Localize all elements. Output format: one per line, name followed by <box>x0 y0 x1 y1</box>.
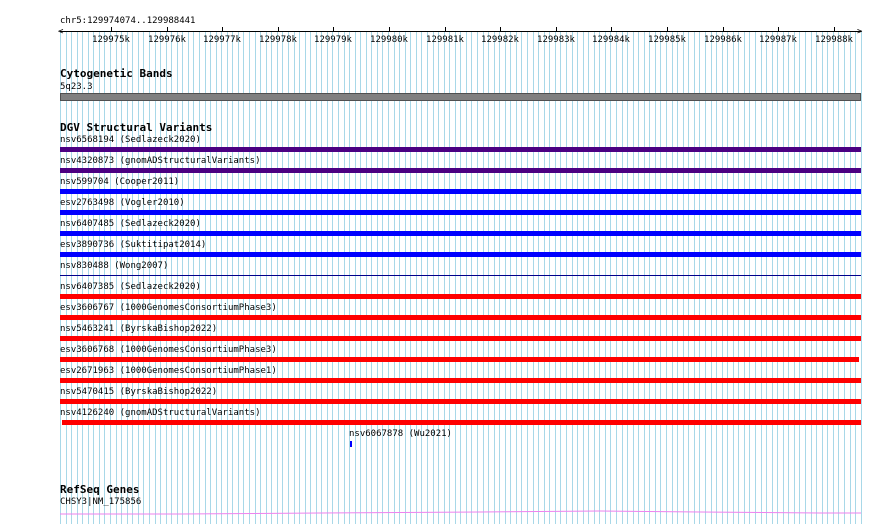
cytoband-bar[interactable] <box>60 93 861 101</box>
dgv-feature-label[interactable]: nsv830488 (Wong2007) <box>60 261 169 271</box>
dgv-feature-bar[interactable] <box>60 231 861 236</box>
ruler-tick-label: 129978k <box>259 35 297 45</box>
dgv-feature-label[interactable]: nsv6407385 (Sedlazeck2020) <box>60 282 201 292</box>
dgv-feature-label[interactable]: esv2671963 (1000GenomesConsortiumPhase1) <box>60 366 277 376</box>
cytoband-label: 5q23.3 <box>60 82 93 92</box>
ruler-tick <box>167 27 168 32</box>
refseq-gene-model[interactable] <box>60 505 862 517</box>
ruler-line[interactable] <box>60 31 861 32</box>
dgv-feature-bar[interactable] <box>60 294 861 299</box>
dgv-feature-bar[interactable] <box>60 252 861 257</box>
dgv-feature-bar[interactable] <box>350 441 352 447</box>
ruler-tick-label: 129981k <box>426 35 464 45</box>
ruler-tick-label: 129982k <box>481 35 519 45</box>
dgv-feature-label[interactable]: nsv6568194 (Sedlazeck2020) <box>60 135 201 145</box>
dgv-feature-label[interactable]: esv2763498 (Vogler2010) <box>60 198 185 208</box>
position-gridlines <box>60 0 862 524</box>
ruler-tick <box>834 27 835 32</box>
ruler-tick-label: 129987k <box>759 35 797 45</box>
ruler-tick <box>611 27 612 32</box>
cytoband-track-title[interactable]: Cytogenetic Bands <box>60 67 173 80</box>
dgv-feature-bar[interactable] <box>60 357 859 362</box>
ruler-tick <box>556 27 557 32</box>
ruler-tick <box>667 27 668 32</box>
ruler-tick <box>111 27 112 32</box>
ruler-tick-label: 129985k <box>648 35 686 45</box>
ruler-tick-label: 129979k <box>314 35 352 45</box>
ruler-tick <box>500 27 501 32</box>
dgv-track-title[interactable]: DGV Structural Variants <box>60 121 213 134</box>
dgv-feature-bar[interactable] <box>62 420 861 425</box>
dgv-feature-label[interactable]: nsv6407485 (Sedlazeck2020) <box>60 219 201 229</box>
dgv-feature-label[interactable]: esv3606767 (1000GenomesConsortiumPhase3) <box>60 303 277 313</box>
ruler-tick-label: 129976k <box>148 35 186 45</box>
dgv-feature-label[interactable]: esv3606768 (1000GenomesConsortiumPhase3) <box>60 345 277 355</box>
ruler-tick <box>333 27 334 32</box>
dgv-feature-label[interactable]: nsv4126240 (gnomADStructuralVariants) <box>60 408 261 418</box>
location-label: chr5:129974074..129988441 <box>60 16 196 26</box>
dgv-feature-bar[interactable] <box>60 189 861 194</box>
dgv-feature-bar[interactable] <box>60 336 861 341</box>
ruler-tick-label: 129975k <box>92 35 130 45</box>
ruler-tick <box>389 27 390 32</box>
ruler-tick <box>222 27 223 32</box>
ruler-tick-label: 129977k <box>203 35 241 45</box>
ruler-right-arrow-icon: > <box>857 27 863 37</box>
ruler-tick-label: 129983k <box>537 35 575 45</box>
ruler-tick <box>445 27 446 32</box>
dgv-feature-bar[interactable] <box>60 168 861 173</box>
ruler-left-arrow-icon: < <box>58 27 64 37</box>
dgv-feature-label[interactable]: nsv4320873 (gnomADStructuralVariants) <box>60 156 261 166</box>
ruler-tick <box>723 27 724 32</box>
ruler-tick-label: 129980k <box>370 35 408 45</box>
dgv-feature-label[interactable]: nsv5463241 (ByrskaBishop2022) <box>60 324 218 334</box>
dgv-feature-bar[interactable] <box>60 275 861 276</box>
dgv-feature-bar[interactable] <box>60 147 861 152</box>
dgv-feature-bar[interactable] <box>60 399 861 404</box>
ruler-tick-label: 129986k <box>704 35 742 45</box>
dgv-feature-label[interactable]: nsv6067878 (Wu2021) <box>349 429 452 439</box>
dgv-feature-label[interactable]: nsv599704 (Cooper2011) <box>60 177 180 187</box>
dgv-feature-bar[interactable] <box>60 378 861 383</box>
ruler-tick <box>778 27 779 32</box>
ruler-tick <box>278 27 279 32</box>
dgv-feature-label[interactable]: esv3890736 (Suktitipat2014) <box>60 240 207 250</box>
dgv-feature-bar[interactable] <box>60 315 861 320</box>
dgv-feature-label[interactable]: nsv5470415 (ByrskaBishop2022) <box>60 387 218 397</box>
refseq-track-title[interactable]: RefSeq Genes <box>60 483 140 496</box>
dgv-feature-bar[interactable] <box>60 210 861 215</box>
ruler-tick-label: 129984k <box>592 35 630 45</box>
refseq-gene-label[interactable]: CHSY3|NM_175856 <box>60 497 142 507</box>
ruler-tick-label: 129988k <box>815 35 853 45</box>
